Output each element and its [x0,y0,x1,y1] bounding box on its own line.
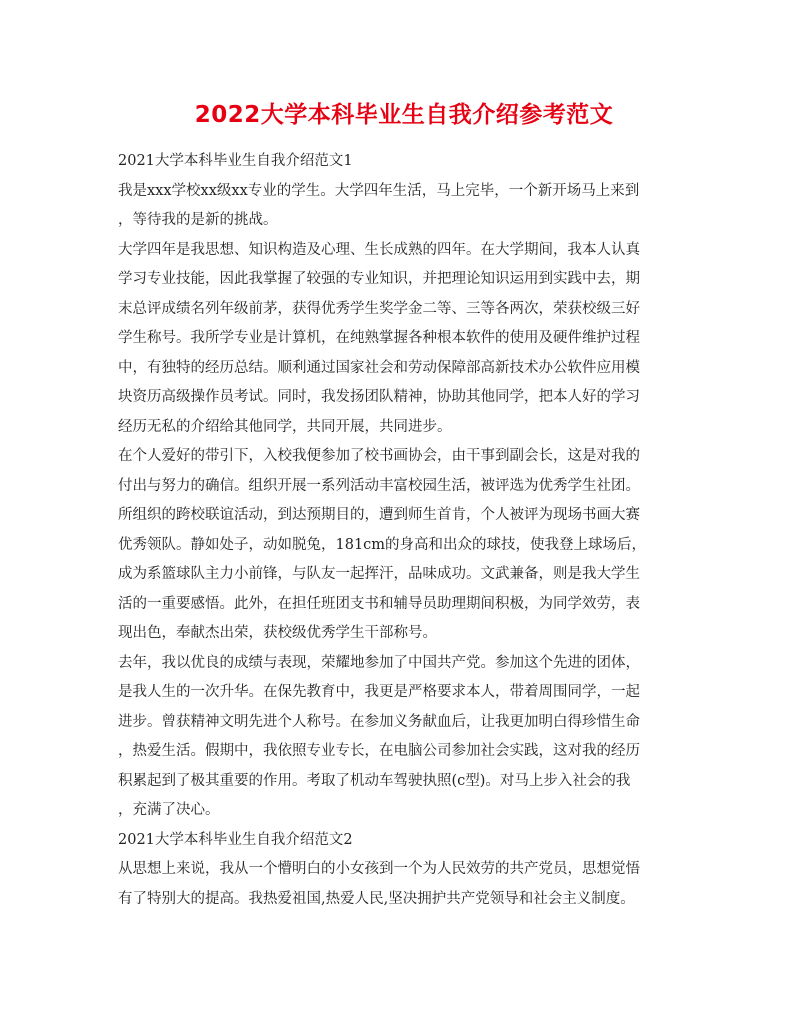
text-line: 付出与努力的确信。组织开展一系列活动丰富校园生活，被评选为优秀学生社团。 [118,477,640,494]
text-line: 是我人生的一次升华。在保先教育中，我更是严格要求本人，带着周围同学，一起 [118,684,640,700]
text-line: 活的一重要感悟。此外，在担任班团支书和辅导员助理期间积极，为同学效劳，表 [118,595,640,612]
text-line: ，等待我的是新的挑战。 [118,212,278,228]
text-line: 进步。曾获精神文明先进个人称号。在参加义务献血后，让我更加明白得珍惜生命 [118,713,640,730]
paragraph [118,236,690,443]
text-line: 我是xxx学校xx级xx专业的学生。大学四年生活，马上完毕，一个新开场马上来到 [118,182,640,199]
text-line: 现出色，奉献杰出荣，获校级优秀学生干部称号。 [118,625,437,641]
text-line: 块资历高级操作员考试。同时，我发扬团队精神，协助其他同学，把本人好的学习 [118,389,640,405]
text-line: 学生称号。我所学专业是计算机，在纯熟掌握各种根本软件的使用及硬件维护过程 [118,330,640,346]
document-title: 2022大学本科毕业生自我介绍参考范文 [194,102,614,128]
section-2 [118,826,690,915]
section-heading-1: 2021大学本科毕业生自我介绍范文1 [118,153,353,169]
text-line: 经历无私的介绍给其他同学，共同开展，共同进步。 [118,418,452,435]
text-line: 大学四年是我思想、知识构造及心理、生长成熟的四年。在大学期间，我本人认真 [118,241,640,258]
text-line: 去年，我以优良的成绩与表现，荣耀地参加了中国共产党。参加这个先进的团体， [118,654,640,671]
section-1 [118,147,690,826]
text-line: 中，有独特的经历总结。顺利通过国家社会和劳动保障部高新技术办公软件应用模 [118,359,640,376]
text-line: ，热爱生活。假期中，我依照专业专长，在电脑公司参加社会实践，这对我的经历 [118,743,640,759]
text-line: 积累起到了极其重要的作用。考取了机动车驾驶执照(c型)。对马上步入社会的我 [118,772,631,789]
text-line: 成为系篮球队主力小前锋，与队友一起挥汗，品味成功。文武兼备，则是我大学生 [118,566,640,582]
text-line: 末总评成绩名列年级前茅，获得优秀学生奖学金二等、三等各两次，荣获校级三好 [118,300,640,317]
text-line: 所组织的跨校联谊活动，到达预期目的，遭到师生首肯，个人被评为现场书画大赛 [118,507,640,523]
section-heading-2: 2021大学本科毕业生自我介绍范文2 [118,831,353,848]
text-line: 优秀领队。静如处子，动如脱兔，181cm的身高和出众的球技，使我登上球场后， [118,536,647,553]
text-line: 从思想上来说，我从一个懵明白的小女孩到一个为人民效劳的共产党员，思想觉悟 [118,861,640,877]
paragraph [118,855,690,914]
text-line: 在个人爱好的带引下，入校我便参加了校书画协会，由干事到副会长，这是对我的 [118,448,640,464]
paragraph [118,649,690,826]
paragraph [118,442,690,649]
text-line: ，充满了决心。 [118,802,220,818]
text-line: 学习专业技能，因此我掌握了较强的专业知识，并把理论知识运用到实践中去，期 [118,271,640,287]
paragraph [118,177,690,236]
text-line: 有了特别大的提高。我热爱祖国,热爱人民,坚决拥护共产党领导和社会主义制度。 [118,890,635,907]
